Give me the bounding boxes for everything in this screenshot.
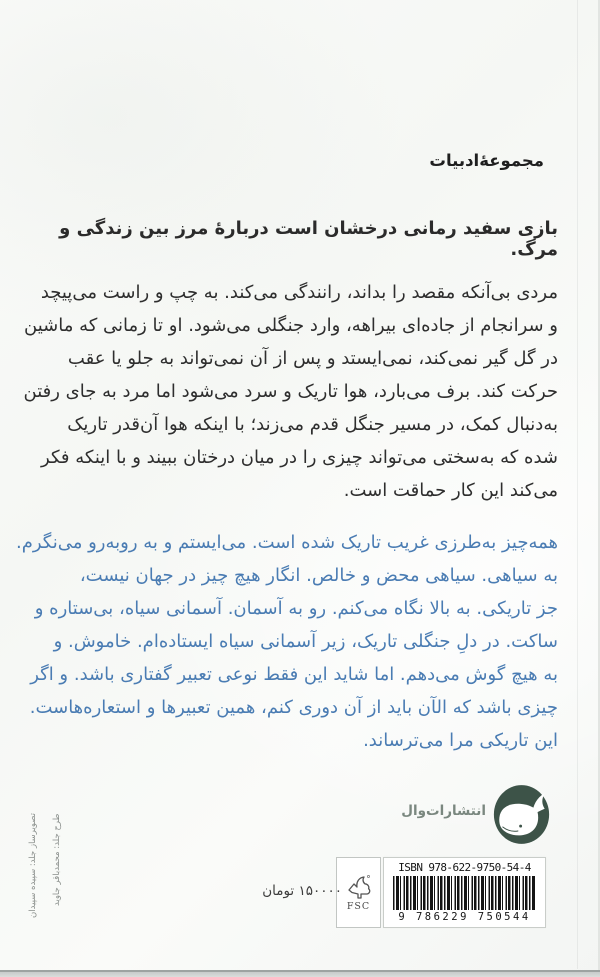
fsc-tree-icon	[347, 874, 371, 900]
publisher-logo	[401, 783, 550, 845]
excerpt-line: این تاریکی مرا می‌ترساند.	[363, 730, 558, 751]
credit-cover-design: طرح جلد: محمدباقر جاوید	[52, 813, 62, 906]
synopsis-line: به‌دنبال کمک، در مسیر جنگل قدم می‌زند؛ با اینکه هوا آن‌قدر تاریک	[67, 414, 558, 435]
whale-icon	[493, 784, 550, 845]
isbn-digits: 9 786229 750544	[398, 911, 531, 923]
excerpt-line: چیزی باشد که الآن باید از آن دوری کنم، همین تعبیرها و استعاره‌هاست.	[29, 697, 558, 718]
synopsis-line: شده که به‌سختی می‌تواند چیزی را در میان درختان ببیند و با اینکه فکر	[41, 447, 558, 468]
fsc-label: FSC	[346, 900, 371, 912]
synopsis-line: در گل گیر نمی‌کند، نمی‌ایستد و پس از آن نمی‌تواند به جلو یا عقب	[67, 348, 558, 369]
publisher-name: انتشارات‌وال	[401, 803, 486, 819]
book-tagline: بازی سفید رمانی درخشان است دربارهٔ مرز بین زندگی و مرگ.	[59, 218, 558, 260]
excerpt-line: به هیچ گوش می‌دهم. اما شاید این فقط نوعی تعبیر گفتاری باشد. و اگر	[30, 664, 558, 685]
excerpt-line: به سیاهی. سیاهی محض و خالص. انگار هیچ چیز در جهان نیست،	[79, 565, 558, 586]
excerpt-paragraph	[15, 526, 558, 757]
synopsis-line: و سرانجام از جاده‌ای بیراهه، وارد جنگلی می‌شود. او تا زمانی که ماشین	[24, 315, 558, 336]
page-bottom-edge	[0, 970, 600, 977]
synopsis-line: حرکت کند. برف می‌بارد، هوا تاریک و سرد می‌شود اما مرد به جای رفتن	[23, 381, 558, 402]
credit-cover-illustration: تصویرساز جلد: سپیده سپیدان	[28, 813, 38, 918]
isbn-box	[383, 857, 546, 928]
series-label: مجموعهٔ‌ادبیات	[429, 151, 544, 170]
fsc-box	[336, 857, 381, 928]
excerpt-line: ساکت. در دلِ جنگلی تاریک، زیر آسمانی سیاه ایستاده‌ام. خاموش. و	[53, 631, 558, 652]
synopsis-line: می‌کند این کار حماقت است.	[343, 480, 558, 501]
barcode	[393, 876, 536, 910]
synopsis-paragraph	[23, 276, 558, 507]
price-label: ۱۵۰۰۰۰ تومان	[262, 883, 342, 899]
excerpt-line: جز تاریکی. به بالا نگاه می‌کنم. رو به آسمان. آسمانی سیاه، بی‌ستاره و	[34, 598, 558, 619]
synopsis-line: مردی بی‌آنکه مقصد را بداند، رانندگی می‌کند. به چپ و راست می‌پیچد	[40, 282, 558, 303]
cover-fold-line	[577, 0, 578, 969]
excerpt-line: همه‌چیز به‌طرزی غریب تاریک شده است. می‌ایستم و به روبه‌رو می‌نگرم.	[15, 532, 558, 553]
isbn-label: ISBN 978-622-9750-54-4	[398, 861, 531, 874]
